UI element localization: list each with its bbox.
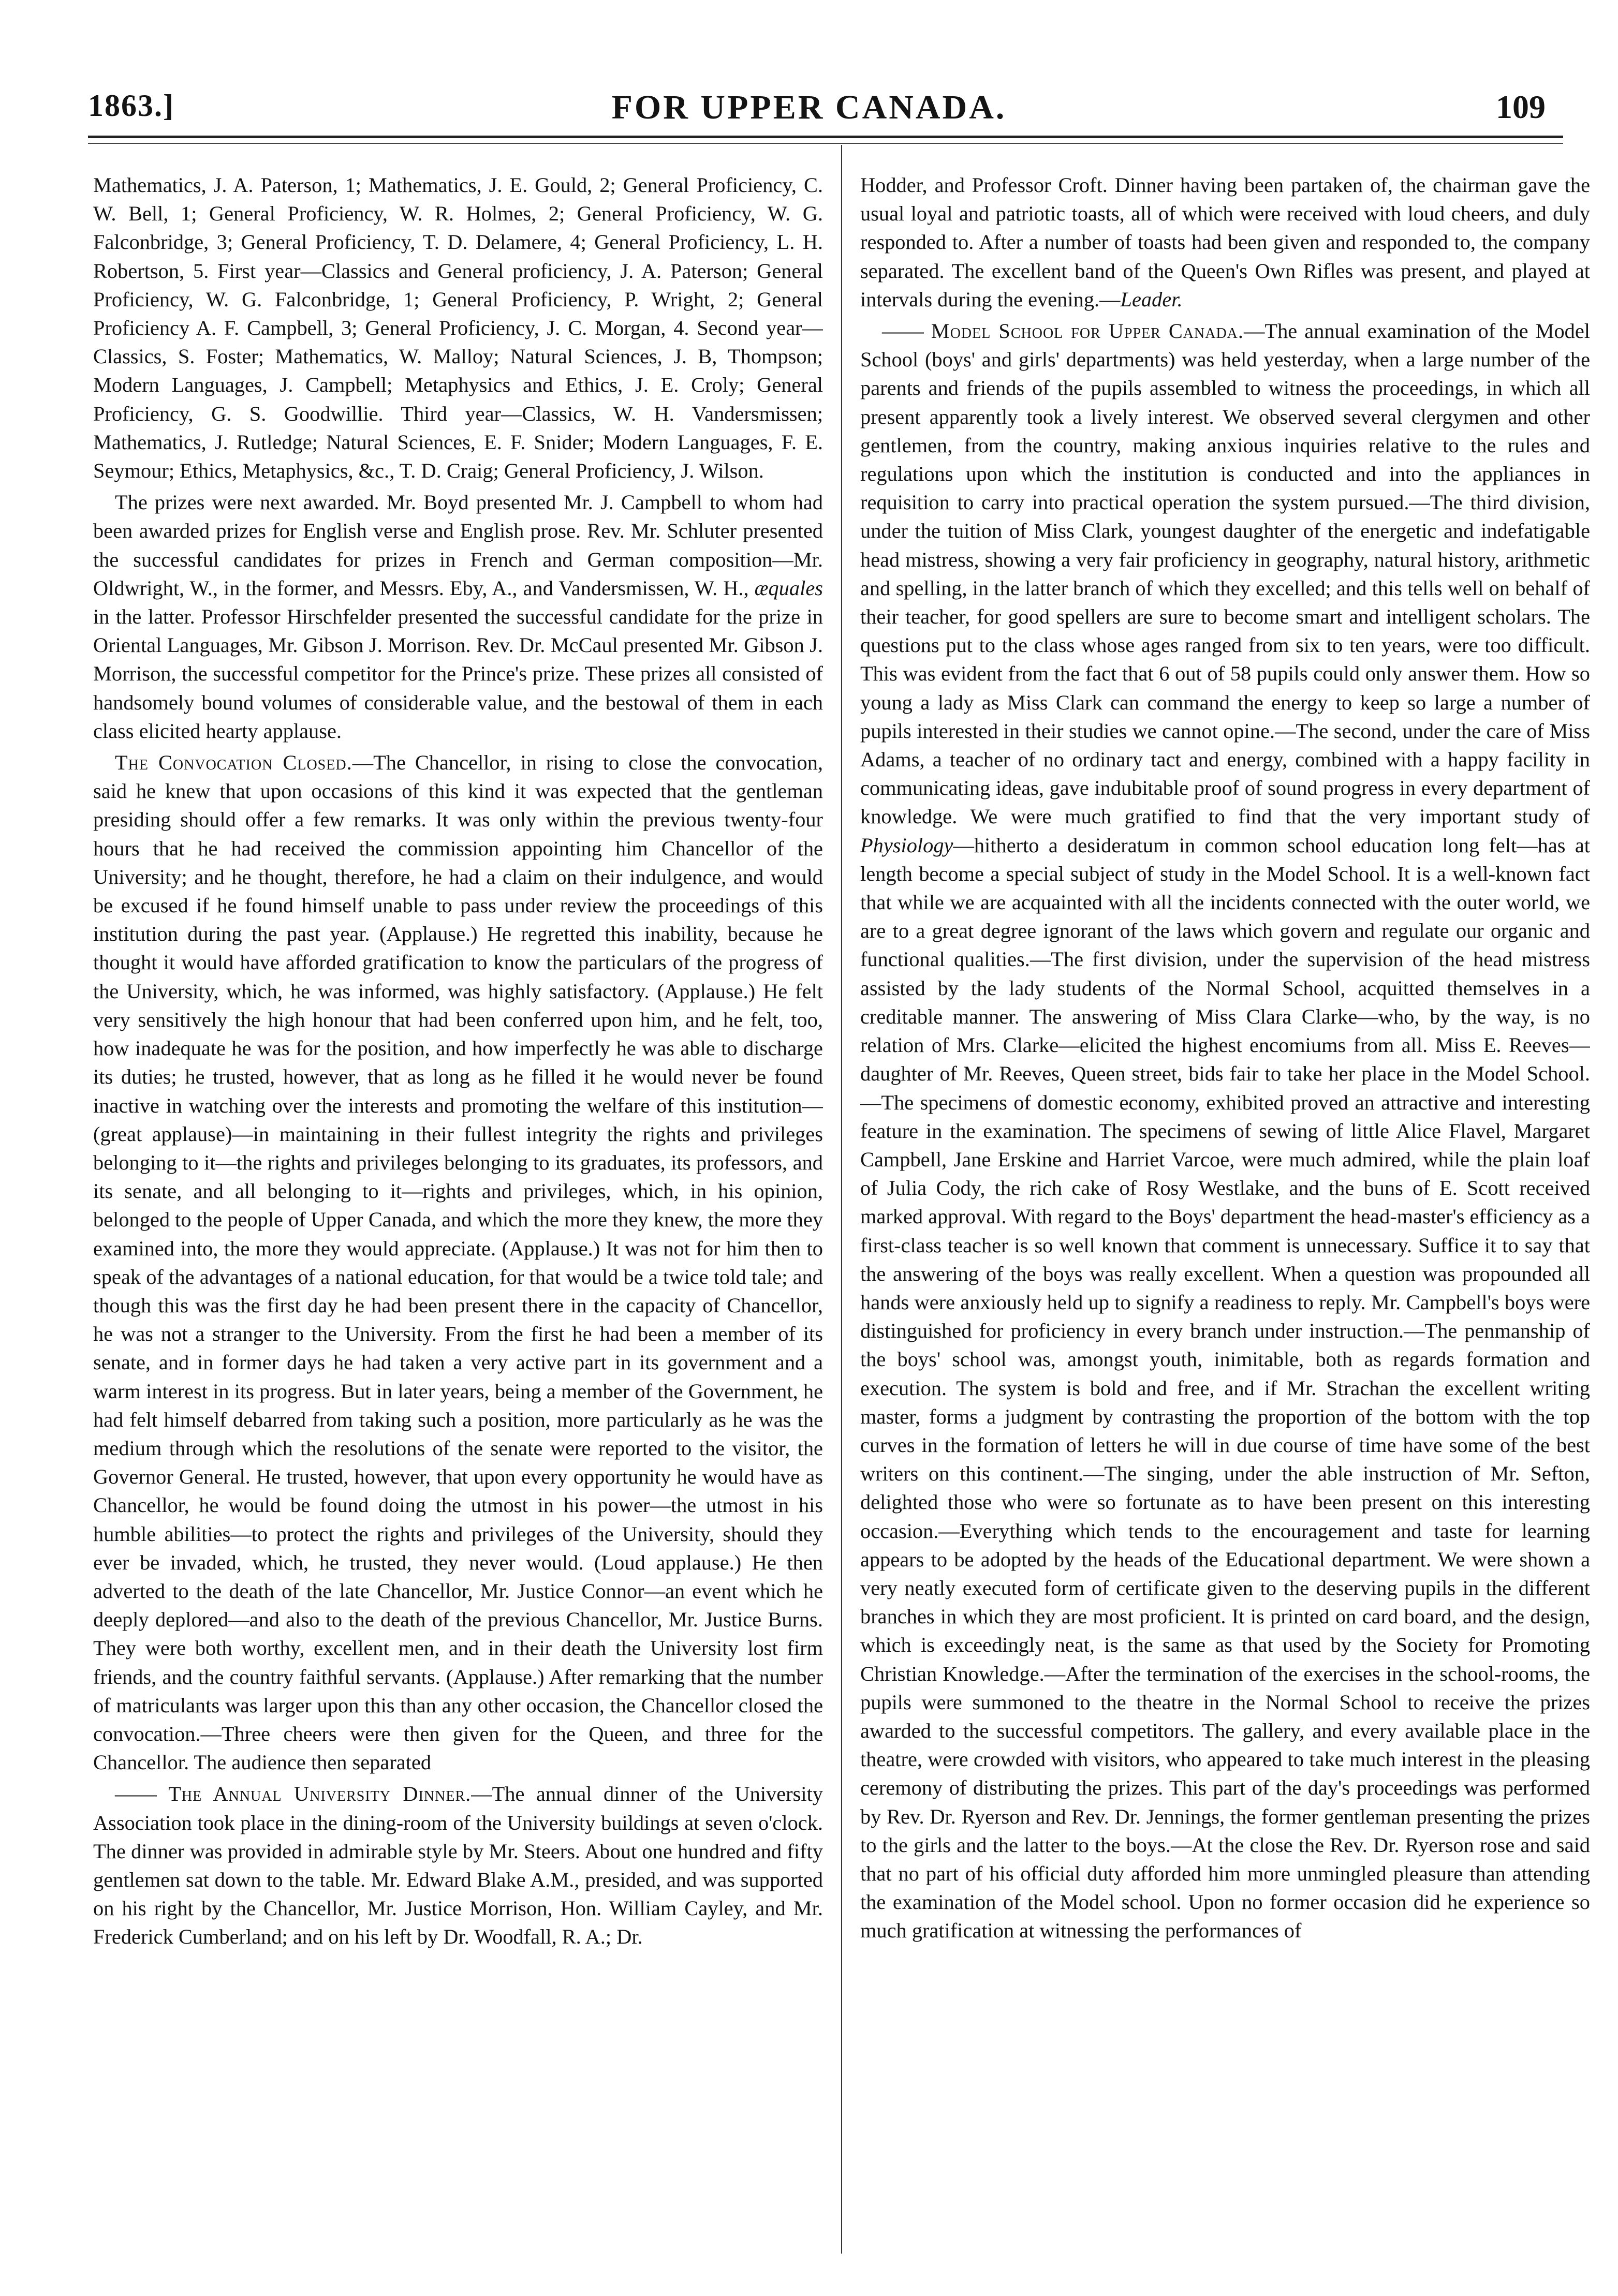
prizes-italic-word: æquales [754, 576, 823, 600]
page-title: FOR UPPER CANADA. [611, 88, 1007, 126]
header-rule-thick [88, 136, 1563, 138]
prizes-text-1: The prizes were next awarded. Mr. Boyd presented Mr. J. Campbell to whom had been awarded prizes for English verse and English prose. Rev. Mr. Schluter presented the successful candidates for prizes in French and German composition—Mr. Oldwright, W., in the former, and Messrs. Eby, A., and Vandersmissen, W. H., [93, 491, 823, 600]
model-school-paragraph [860, 317, 1590, 1945]
page-year: 1863.] [88, 88, 174, 123]
model-text-1: —The annual examination of the Model School (boys' and girls' departments) was held yesterday, when a large number of the parents and friends of the pupils assembled to witness the proceedings, in which all present apparently took a lively interest. We observed several clergymen and other gentlemen, from the country, making anxious inquiries relative to the rules and regulations upon which the institution is conducted and into the appliances in requisition to carry into practical operation the system pursued.—The third division, under the tuition of Miss Clark, youngest daughter of the energetic and indefatigable head mistress, showing a very fair proficiency in geography, natural history, arithmetic and spelling, in the latter branch of which they excelled; and this tells well on behalf of their teacher, for good spellers are sure to become smart and intelligent scholars. The questions put to the class whose ages ranged from six to ten years, were too difficult. This was evident from the fact that 6 out of 58 pupils could only answer them. How so young a lady as Miss Clark can command the energy to keep so large a number of pupils interested in their studies we cannot opine.—The second, under the care of Miss Adams, a teacher of no ordinary tact and energy, combined with a happy facility in communicating ideas, gave indubitable proof of sound progress in every department of knowledge. We were much gratified to find that the very important study of [860, 319, 1590, 828]
model-italic-word: Physiology [860, 833, 953, 857]
dinner-text: —The annual dinner of the University Association took place in the dining-room of the University buildings at seven o'clock. The dinner was provided in admirable style by Mr. Steers. About one hundred and fifty gentlemen sat down to the table. Mr. Edward Blake A.M., presided, and was supported on his right by the Chancellor, Mr. Justice Morrison, Hon. William Cayley, and Mr. Frederick Cumberland; and on his left by Dr. Woodfall, R. A.; Dr. [93, 1782, 823, 1949]
model-dash: —— [882, 319, 924, 343]
page-number: 109 [1496, 88, 1546, 125]
convocation-paragraph [93, 748, 823, 1776]
dinner-heading: The Annual University Dinner. [168, 1782, 472, 1806]
convocation-text: —The Chancellor, in rising to close the convocation, said he knew that upon occasions of this kind it was expected that the gentleman presiding should offer a few remarks. It was only within the previous twenty-four hours that he had received the commission appointing him Chancellor of the University; and he thought, therefore, he had a claim on their indulgence, and would be excused if he found himself unable to pass under review the proceedings of this institution during the past year. (Applause.) He regretted this inability, because he thought it would have afforded gratification to know the particulars of the progress of the University, which, he was informed, was highly satisfactory. (Applause.) He felt very sensitively the high honour that had been conferred upon him, and he felt, too, how inadequate he was for the position, and how imperfectly he was able to discharge its duties; he trusted, however, that as long as he filled it he would never be found inactive in watching over the interests and promoting the welfare of this institution—(great applause)—in maintaining in their fullest integrity the rights and privileges belonging to it—the rights and privileges belonging to its graduates, its professors, and its senate, and all belonging to it—rights and privileges, which, in his opinion, belonged to the people of Upper Canada, and which the more they knew, the more they examined into, the more they would appreciate. (Applause.) It was not for him then to speak of the advantages of a national education, for that would be a twice told tale; and though this was the first day he had been present there in the capacity of Chancellor, he was not a stranger to the University. From the first he had been a member of its senate, and in former days he had taken a very active part in its government and a warm interest in its progress. But in later years, being a member of the Government, he had felt himself debarred from taking such a position, more particularly as he was the medium through which the resolutions of the senate were reported to the visitor, the Governor General. He trusted, however, that upon every opportunity he would have as Chancellor, he would be found doing the utmost in his power—the utmost in his humble abilities—to protect the rights and privileges of the University, should they ever be invaded, which, he trusted, they never would. (Loud applause.) He then adverted to the death of the late Chancellor, Mr. Justice Connor—an event which he deeply deplored—and also to the death of the previous Chancellor, Mr. Justice Burns. They were both worthy, excellent men, and in their death the University lost firm friends, and the country faithful servants. (Applause.) After remarking that the number of matriculants was larger upon this than any other occasion, the Chancellor closed the convocation.—Three cheers were then given for the Queen, and three for the Chancellor. The audience then separated [93, 751, 823, 1774]
header-rule-thin [88, 143, 1563, 144]
honours-list: Mathematics, J. A. Paterson, 1; Mathematics, J. E. Gould, 2; General Proficiency, C. W. Bell, 1; General Proficiency, W. R. Holmes, 2; General Proficiency, W. G. Falconbridge, 3; General Proficiency, T. D. Delamere, 4; General Proficiency, L. H. Robertson, 5. First year—Classics and General proficiency, J. A. Paterson; General Proficiency, W. G. Falconbridge, 1; General Proficiency, P. Wright, 2; General Proficiency A. F. Campbell, 3; General Proficiency, J. C. Morgan, 4. Second year—Classics, S. Foster; Mathematics, W. Malloy; Natural Sciences, J. B, Thompson; Modern Languages, J. Campbell; Metaphysics and Ethics, J. E. Croly; General Proficiency, G. S. Goodwillie. Third year—Classics, W. H. Vandersmissen; Mathematics, J. Rutledge; Natural Sciences, E. F. Snider; Modern Languages, F. E. Seymour; Ethics, Metaphysics, &c., T. D. Craig; General Proficiency, J. Wilson. [93, 173, 823, 483]
dinner-continued-text: Hodder, and Professor Croft. Dinner having been partaken of, the chairman gave the usual loyal and patriotic toasts, all of which were received with loud cheers, and duly responded to. After a number of toasts had been given and responded to, the company separated. The excellent band of the Queen's Own Rifles was present, and played at intervals during the evening.— [860, 173, 1590, 311]
dinner-source: Leader. [1120, 287, 1183, 311]
dinner-dash: —— [115, 1782, 157, 1806]
dinner-continued-paragraph [860, 171, 1590, 314]
prizes-paragraph [93, 488, 823, 745]
left-column [93, 171, 823, 2272]
column-divider [841, 145, 842, 2254]
right-column [860, 171, 1590, 2272]
convocation-heading: The Convocation Closed. [115, 751, 352, 775]
model-school-heading: Model School for Upper Canada. [931, 319, 1244, 343]
dinner-paragraph [93, 1780, 823, 1951]
prizes-text-2: in the latter. Professor Hirschfelder presented the successful candidate for the prize in Oriental Languages, Mr. Gibson J. Morrison. Rev. Dr. McCaul presented Mr. Gibson J. Morrison, the successful competitor for the Prince's prize. These prizes all consisted of handsomely bound volumes of considerable value, and the bestowal of them in each class elicited hearty applause. [93, 605, 823, 743]
model-text-2: —hitherto a desideratum in common school education long felt—has at length become a special subject of study in the Model School. It is a well-known fact that while we are acquainted with all the incidents connected with the outer world, we are to a great degree ignorant of the laws which govern and regulate our organic and functional qualities.—The first division, under the supervision of the head mistress assisted by the lady students of the Normal School, acquitted themselves in a creditable manner. The answering of Miss Clara Clarke—who, by the way, is no relation of Mrs. Clarke—elicited the highest encomiums from all. Miss E. Reeves—daughter of Mr. Reeves, Queen street, bids fair to take her place in the Model School.—The specimens of domestic economy, exhibited proved an attractive and interesting feature in the examination. The specimens of sewing of little Alice Flavel, Margaret Campbell, Jane Erskine and Harriet Varcoe, were much admired, while the plain loaf of Julia Cody, the rich cake of Rosy Westlake, and the buns of E. Scott received marked approval. With regard to the Boys' department the head-master's efficiency as a first-class teacher is so well known that comment is unnecessary. Suffice it to say that the answering of the boys was really excellent. When a question was propounded all hands were anxiously held up to signify a readiness to reply. Mr. Campbell's boys were distinguished for proficiency in every branch under instruction.—The penmanship of the boys' school was, amongst youth, inimitable, both as regards formation and execution. The system is bold and free, and if Mr. Strachan the excellent writing master, forms a judgment by contrasting the proportion of the bottom with the top curves in the formation of letters he will in due course of time have some of the best writers on this continent.—The singing, under the able instruction of Mr. Sefton, delighted those who were so fortunate as to have been present on this interesting occasion.—Everything which tends to the encouragement and taste for learning appears to be adopted by the heads of the Educational department. We were shown a very neatly executed form of certificate given to the deserving pupils in the different branches in which they are most proficient. It is printed on card board, and the design, which is exceedingly neat, is the same as that used by the Society for Promoting Christian Knowledge.—After the termination of the exercises in the school-rooms, the pupils were summoned to the theatre in the Normal School to receive the prizes awarded to the successful competitors. The gallery, and every available place in the theatre, were crowded with visitors, who appeared to take much interest in the pleasing ceremony of distributing the prizes. This part of the day's proceedings was performed by Rev. Dr. Ryerson and Rev. Dr. Jennings, the former gentleman presenting the prizes to the girls and the latter to the boys.—At the close the Rev. Dr. Ryerson rose and said that no part of his official duty afforded him more unmingled pleasure than attending the examination of the Model school. Upon no former occasion did he experience so much gratification at witnessing the performances of [860, 833, 1590, 1943]
